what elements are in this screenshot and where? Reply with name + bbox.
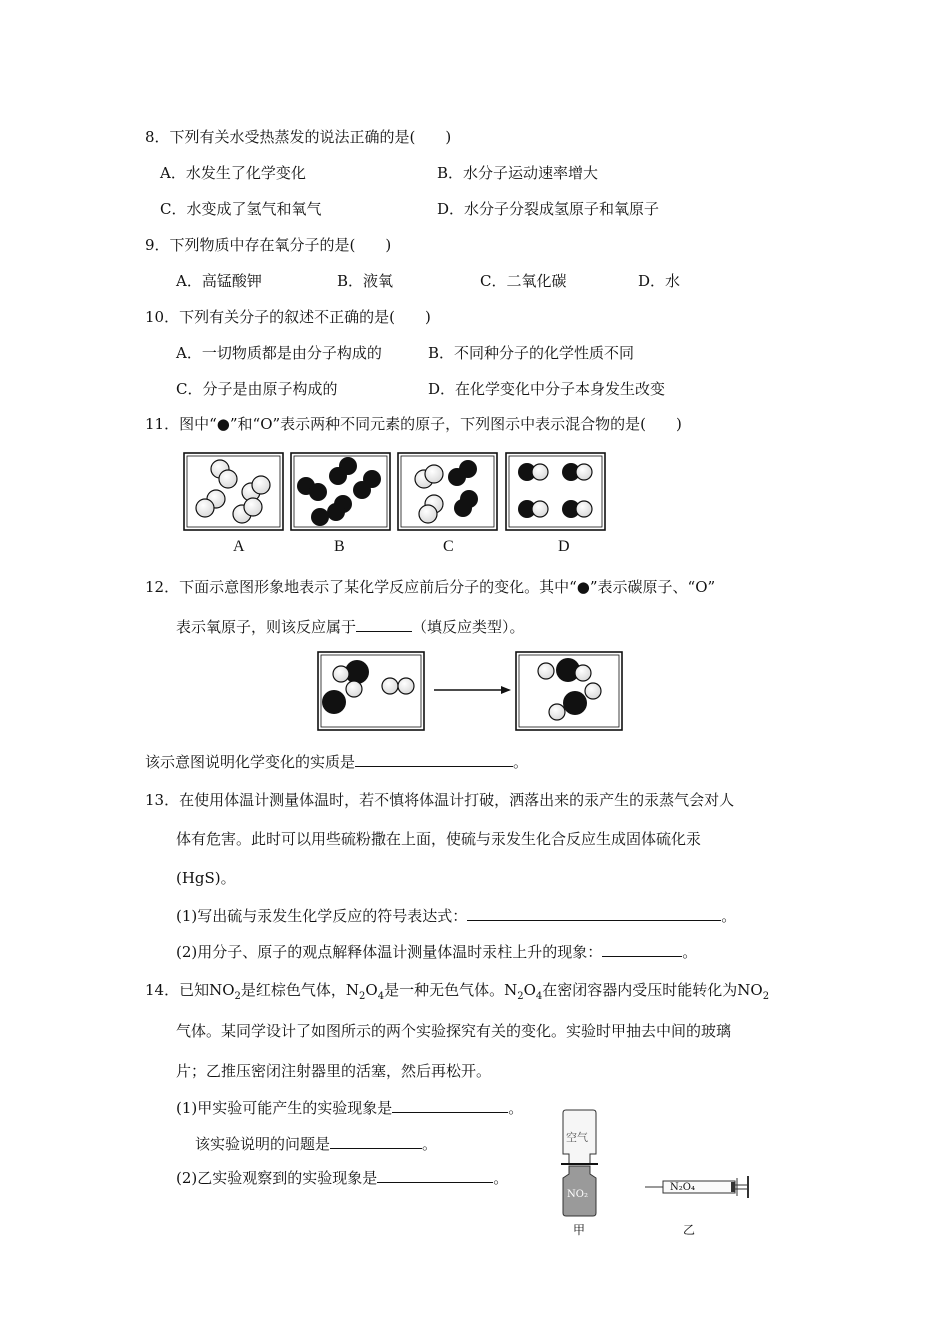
diagram-box-c	[398, 453, 497, 530]
q10-stem: 10．下列有关分子的叙述不正确的是( )	[145, 308, 431, 326]
diagram-label-d: D	[558, 538, 570, 555]
q14-line3: 片；乙推压密闭注射器里的活塞，然后再松开。	[176, 1062, 492, 1080]
syringe-label: N₂O₄	[670, 1182, 695, 1193]
q14-part1b: 该实验说明的问题是 。	[195, 1135, 438, 1153]
diagram-box-b	[291, 453, 390, 530]
q12-stem: 12．下面示意图形象地表示了某化学反应前后分子的变化。其中“●”表示碳原子、“O”	[145, 578, 716, 596]
q9-option-a: A．高锰酸钾	[176, 272, 262, 290]
diagram-label-b: B	[334, 538, 345, 555]
q12-line3: 该示意图说明化学变化的实质是 。	[145, 753, 529, 771]
q11-stem: 11．图中“●”和“O”表示两种不同元素的原子，下列图示中表示混合物的是( )	[145, 415, 682, 433]
bottle-top-label: 空气	[566, 1131, 588, 1144]
q14-line1: 14．已知$NO_2$是红棕色气体，$N_2O_4$是一种无色气体。$N_2O_4$在密闭容器内受压时能转化为$NO_2$	[145, 981, 770, 1002]
equation-blank[interactable]	[467, 906, 721, 921]
q9-option-c: C．二氧化碳	[480, 272, 567, 290]
q12-line2: 表示氧原子，则该反应属于 （填反应类型）。	[176, 618, 525, 636]
diagram-box-d	[506, 453, 605, 530]
explanation-blank[interactable]	[602, 942, 682, 957]
reaction-type-blank[interactable]	[356, 617, 412, 632]
q8-stem: 8．下列有关水受热蒸发的说法正确的是( )	[145, 128, 452, 146]
q9-option-b: B．液氧	[337, 272, 394, 290]
q10-option-c: C．分子是由原子构成的	[176, 380, 338, 398]
syringe-apparatus	[645, 1174, 755, 1200]
diagram-box-a	[184, 453, 283, 530]
q8-option-d: D．水分子分裂成氢原子和氧原子	[437, 200, 660, 218]
diagram-label-a: A	[233, 538, 245, 555]
q12-reaction-diagram	[317, 651, 627, 733]
q14-line2: 气体。某同学设计了如图所示的两个实验探究有关的变化。实验时甲抽去中间的玻璃	[176, 1022, 732, 1040]
q14-part2: (2)乙实验观察到的实验现象是 。	[176, 1169, 509, 1187]
black-atom-icon: ●	[576, 578, 590, 596]
bottle-bottom-label: NO₂	[567, 1189, 588, 1200]
q8-option-a: A．水发生了化学变化	[160, 164, 306, 182]
q9-option-d: D．水	[638, 272, 681, 290]
q11-diagrams	[183, 452, 608, 557]
q9-stem: 9．下列物质中存在氧分子的是( )	[145, 236, 392, 254]
q10-option-d: D．在化学变化中分子本身发生改变	[428, 380, 666, 398]
q10-option-a: A．一切物质都是由分子构成的	[176, 344, 382, 362]
q13-line3: (HgS)。	[176, 869, 236, 887]
phenomenon-blank-2[interactable]	[377, 1168, 493, 1183]
q8-option-c: C．水变成了氢气和氧气	[160, 200, 322, 218]
q13-line2: 体有危害。此时可以用些硫粉撒在上面，使硫与汞发生化合反应生成固体硫化汞	[176, 830, 702, 848]
black-atom-icon: ●	[216, 415, 230, 433]
phenomenon-blank-1[interactable]	[392, 1098, 508, 1113]
q13-line1: 13．在使用体温计测量体温时，若不慎将体温计打破，洒落出来的汞产生的汞蒸气会对人	[145, 791, 735, 809]
label-yi: 乙	[683, 1223, 696, 1237]
q8-option-b: B．水分子运动速率增大	[437, 164, 599, 182]
diagram-label-c: C	[443, 538, 454, 555]
q13-part2: (2)用分子、原子的观点解释体温计测量体温时汞柱上升的现象： 。	[176, 943, 698, 961]
q14-part1: (1)甲实验可能产生的实验现象是 。	[176, 1099, 524, 1117]
label-jia: 甲	[573, 1223, 586, 1237]
q13-part1: (1)写出硫与汞发生化学反应的符号表达式： 。	[176, 907, 737, 925]
conclusion-blank[interactable]	[330, 1134, 422, 1149]
essence-blank[interactable]	[355, 752, 513, 767]
q10-option-b: B．不同种分子的化学性质不同	[428, 344, 635, 362]
